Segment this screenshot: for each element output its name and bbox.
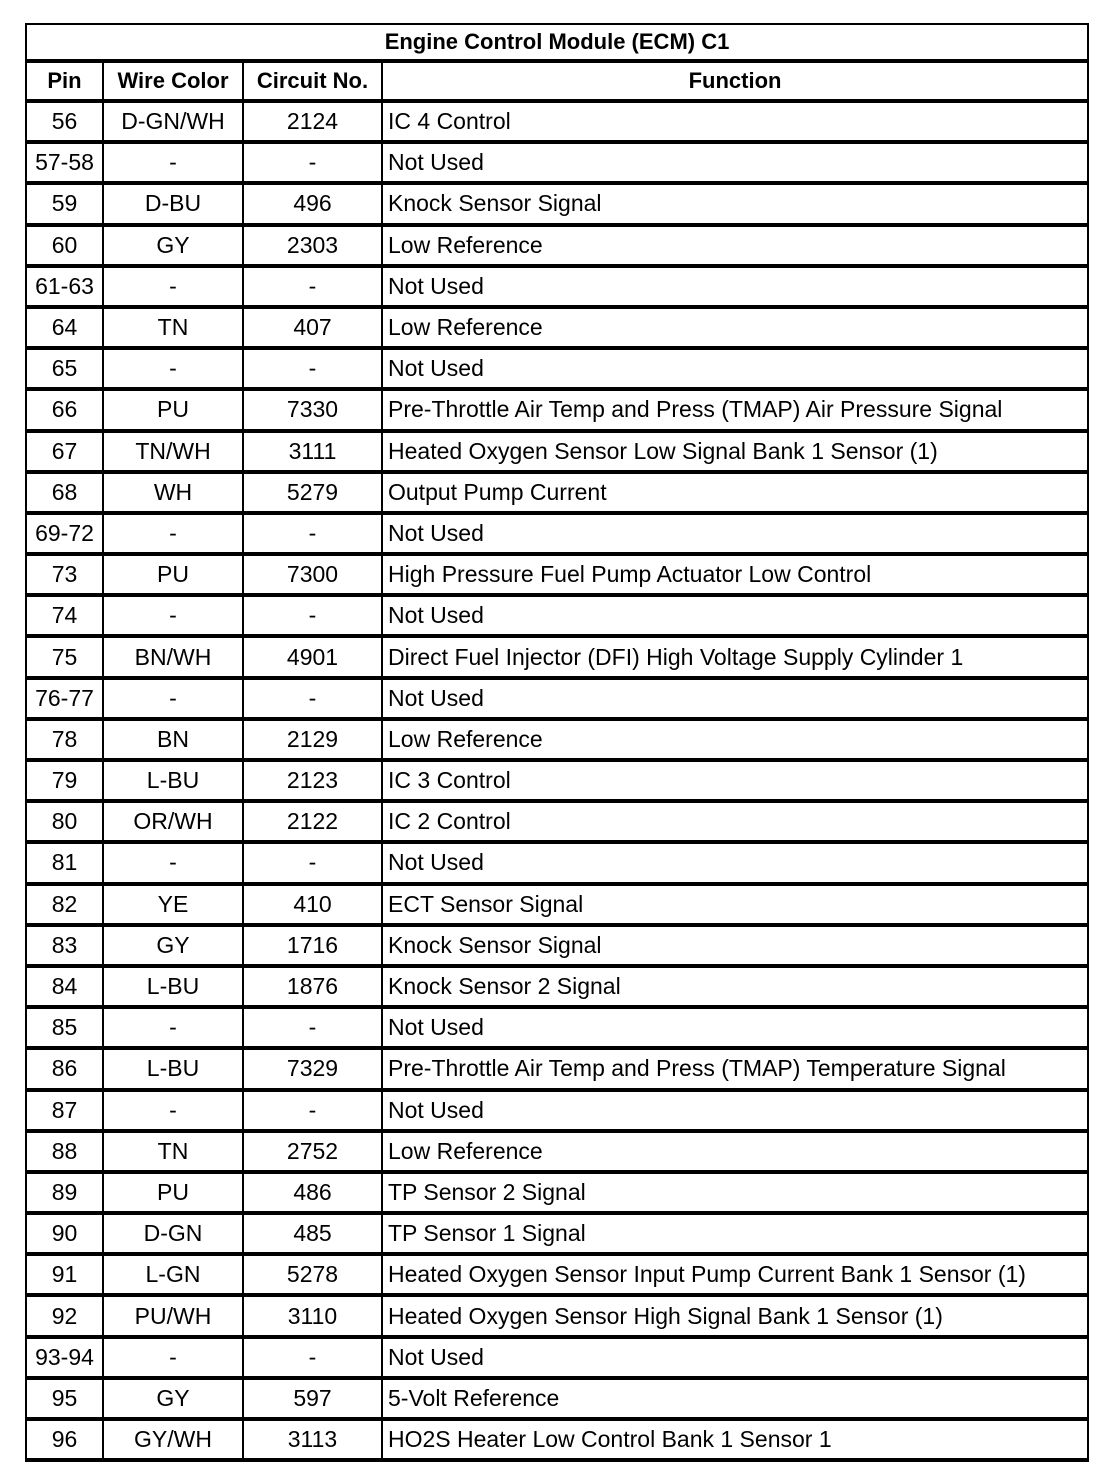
table-row <box>27 1339 1089 1380</box>
pin-cell: 73 <box>27 556 104 597</box>
table-row <box>27 309 1089 350</box>
circuit-cell: 1716 <box>244 927 383 968</box>
function-cell: Not Used <box>383 680 1089 721</box>
circuit-cell: 3110 <box>244 1297 383 1338</box>
wire-color-cell: BN/WH <box>104 638 244 679</box>
function-cell: Knock Sensor Signal <box>383 927 1089 968</box>
pin-cell: 82 <box>27 886 104 927</box>
function-cell: Not Used <box>383 144 1089 185</box>
pin-cell: 84 <box>27 968 104 1009</box>
circuit-cell: 2129 <box>244 721 383 762</box>
pin-cell: 76-77 <box>27 680 104 721</box>
function-cell: Pre-Throttle Air Temp and Press (TMAP) Air Pressure Signal <box>383 391 1089 432</box>
table-row <box>27 103 1089 144</box>
wire-color-cell: - <box>104 680 244 721</box>
circuit-cell: - <box>244 597 383 638</box>
function-cell: Not Used <box>383 1092 1089 1133</box>
pin-cell: 92 <box>27 1297 104 1338</box>
function-cell: Low Reference <box>383 227 1089 268</box>
function-cell: IC 4 Control <box>383 103 1089 144</box>
wire-color-cell: - <box>104 1339 244 1380</box>
pin-cell: 67 <box>27 433 104 474</box>
function-cell: Knock Sensor Signal <box>383 185 1089 226</box>
wire-color-cell: L-BU <box>104 1050 244 1091</box>
circuit-cell: 5278 <box>244 1256 383 1297</box>
circuit-cell: 3111 <box>244 433 383 474</box>
table-row <box>27 391 1089 432</box>
table-row <box>27 144 1089 185</box>
circuit-cell: 2123 <box>244 762 383 803</box>
function-cell: Pre-Throttle Air Temp and Press (TMAP) Temperature Signal <box>383 1050 1089 1091</box>
function-cell: TP Sensor 2 Signal <box>383 1174 1089 1215</box>
table-row <box>27 1092 1089 1133</box>
pinout-sheet <box>25 23 1087 1462</box>
circuit-cell: 2303 <box>244 227 383 268</box>
table-row <box>27 927 1089 968</box>
pin-cell: 86 <box>27 1050 104 1091</box>
wire-color-cell: TN <box>104 309 244 350</box>
table-row <box>27 1215 1089 1256</box>
header-row <box>27 63 1089 103</box>
function-cell: Low Reference <box>383 309 1089 350</box>
circuit-cell: 1876 <box>244 968 383 1009</box>
circuit-cell: - <box>244 515 383 556</box>
circuit-cell: 410 <box>244 886 383 927</box>
wire-color-cell: BN <box>104 721 244 762</box>
function-cell: Not Used <box>383 597 1089 638</box>
function-cell: Not Used <box>383 1009 1089 1050</box>
table-row <box>27 474 1089 515</box>
circuit-cell: - <box>244 1092 383 1133</box>
function-cell: Not Used <box>383 268 1089 309</box>
wire-color-cell: - <box>104 1092 244 1133</box>
table-row <box>27 762 1089 803</box>
table-row <box>27 803 1089 844</box>
pin-cell: 59 <box>27 185 104 226</box>
wire-color-cell: D-GN <box>104 1215 244 1256</box>
table-row <box>27 968 1089 1009</box>
column-header-circuit-no: Circuit No. <box>244 63 383 103</box>
pin-cell: 69-72 <box>27 515 104 556</box>
function-cell: Output Pump Current <box>383 474 1089 515</box>
column-header-pin: Pin <box>27 63 104 103</box>
wire-color-cell: PU <box>104 391 244 432</box>
table-row <box>27 721 1089 762</box>
wire-color-cell: - <box>104 597 244 638</box>
circuit-cell: 486 <box>244 1174 383 1215</box>
table-row <box>27 1009 1089 1050</box>
pin-cell: 79 <box>27 762 104 803</box>
table-row <box>27 227 1089 268</box>
table-row <box>27 515 1089 556</box>
circuit-cell: - <box>244 144 383 185</box>
circuit-cell: 2124 <box>244 103 383 144</box>
pin-cell: 66 <box>27 391 104 432</box>
wire-color-cell: GY <box>104 1380 244 1421</box>
table-row <box>27 1050 1089 1091</box>
column-header-wire-color: Wire Color <box>104 63 244 103</box>
table-row <box>27 350 1089 391</box>
wire-color-cell: L-BU <box>104 762 244 803</box>
function-cell: Heated Oxygen Sensor Input Pump Current Bank 1 Sensor (1) <box>383 1256 1089 1297</box>
circuit-cell: 2752 <box>244 1133 383 1174</box>
pin-cell: 89 <box>27 1174 104 1215</box>
circuit-cell: 485 <box>244 1215 383 1256</box>
pin-cell: 57-58 <box>27 144 104 185</box>
pin-cell: 78 <box>27 721 104 762</box>
wire-color-cell: GY <box>104 927 244 968</box>
table-row <box>27 268 1089 309</box>
pin-cell: 74 <box>27 597 104 638</box>
pin-cell: 85 <box>27 1009 104 1050</box>
pin-cell: 60 <box>27 227 104 268</box>
table-row <box>27 844 1089 885</box>
pin-cell: 64 <box>27 309 104 350</box>
wire-color-cell: - <box>104 144 244 185</box>
pin-cell: 75 <box>27 638 104 679</box>
wire-color-cell: OR/WH <box>104 803 244 844</box>
circuit-cell: 2122 <box>244 803 383 844</box>
pin-cell: 91 <box>27 1256 104 1297</box>
wire-color-cell: - <box>104 268 244 309</box>
circuit-cell: - <box>244 350 383 391</box>
pin-cell: 90 <box>27 1215 104 1256</box>
table-row <box>27 886 1089 927</box>
function-cell: Not Used <box>383 1339 1089 1380</box>
wire-color-cell: PU <box>104 556 244 597</box>
wire-color-cell: - <box>104 1009 244 1050</box>
wire-color-cell: D-BU <box>104 185 244 226</box>
pin-cell: 93-94 <box>27 1339 104 1380</box>
function-cell: TP Sensor 1 Signal <box>383 1215 1089 1256</box>
function-cell: Low Reference <box>383 1133 1089 1174</box>
pin-cell: 88 <box>27 1133 104 1174</box>
wire-color-cell: L-BU <box>104 968 244 1009</box>
table-body <box>27 103 1089 1462</box>
wire-color-cell: YE <box>104 886 244 927</box>
wire-color-cell: TN <box>104 1133 244 1174</box>
column-header-function: Function <box>383 63 1089 103</box>
table-row <box>27 638 1089 679</box>
function-cell: 5-Volt Reference <box>383 1380 1089 1421</box>
function-cell: Knock Sensor 2 Signal <box>383 968 1089 1009</box>
wire-color-cell: GY <box>104 227 244 268</box>
wire-color-cell: D-GN/WH <box>104 103 244 144</box>
function-cell: IC 3 Control <box>383 762 1089 803</box>
wire-color-cell: L-GN <box>104 1256 244 1297</box>
circuit-cell: 7300 <box>244 556 383 597</box>
pin-cell: 95 <box>27 1380 104 1421</box>
function-cell: High Pressure Fuel Pump Actuator Low Control <box>383 556 1089 597</box>
pin-cell: 87 <box>27 1092 104 1133</box>
table-row <box>27 1297 1089 1338</box>
circuit-cell: - <box>244 268 383 309</box>
pin-cell: 61-63 <box>27 268 104 309</box>
table-title: Engine Control Module (ECM) C1 <box>27 25 1089 63</box>
pin-cell: 68 <box>27 474 104 515</box>
function-cell: Heated Oxygen Sensor High Signal Bank 1 Sensor (1) <box>383 1297 1089 1338</box>
table-row <box>27 1421 1089 1462</box>
circuit-cell: 496 <box>244 185 383 226</box>
pin-cell: 65 <box>27 350 104 391</box>
wire-color-cell: - <box>104 844 244 885</box>
table-row <box>27 1256 1089 1297</box>
wire-color-cell: WH <box>104 474 244 515</box>
circuit-cell: 3113 <box>244 1421 383 1462</box>
function-cell: HO2S Heater Low Control Bank 1 Sensor 1 <box>383 1421 1089 1462</box>
pin-cell: 80 <box>27 803 104 844</box>
circuit-cell: 407 <box>244 309 383 350</box>
wire-color-cell: GY/WH <box>104 1421 244 1462</box>
function-cell: Direct Fuel Injector (DFI) High Voltage Supply Cylinder 1 <box>383 638 1089 679</box>
table-row <box>27 1174 1089 1215</box>
table-row <box>27 1133 1089 1174</box>
table-row <box>27 1380 1089 1421</box>
wire-color-cell: PU/WH <box>104 1297 244 1338</box>
function-cell: Heated Oxygen Sensor Low Signal Bank 1 Sensor (1) <box>383 433 1089 474</box>
pin-cell: 56 <box>27 103 104 144</box>
circuit-cell: - <box>244 1009 383 1050</box>
function-cell: Low Reference <box>383 721 1089 762</box>
wire-color-cell: - <box>104 515 244 556</box>
circuit-cell: - <box>244 680 383 721</box>
circuit-cell: 7329 <box>244 1050 383 1091</box>
circuit-cell: - <box>244 1339 383 1380</box>
function-cell: Not Used <box>383 350 1089 391</box>
circuit-cell: 597 <box>244 1380 383 1421</box>
pin-cell: 96 <box>27 1421 104 1462</box>
table-row <box>27 433 1089 474</box>
pin-cell: 83 <box>27 927 104 968</box>
circuit-cell: 7330 <box>244 391 383 432</box>
wire-color-cell: - <box>104 350 244 391</box>
table-row <box>27 597 1089 638</box>
function-cell: Not Used <box>383 515 1089 556</box>
function-cell: Not Used <box>383 844 1089 885</box>
wire-color-cell: TN/WH <box>104 433 244 474</box>
function-cell: IC 2 Control <box>383 803 1089 844</box>
function-cell: ECT Sensor Signal <box>383 886 1089 927</box>
circuit-cell: - <box>244 844 383 885</box>
table-row <box>27 556 1089 597</box>
circuit-cell: 5279 <box>244 474 383 515</box>
pin-cell: 81 <box>27 844 104 885</box>
ecm-c1-pinout-table <box>25 23 1089 1462</box>
circuit-cell: 4901 <box>244 638 383 679</box>
wire-color-cell: PU <box>104 1174 244 1215</box>
title-row <box>27 25 1089 63</box>
table-row <box>27 185 1089 226</box>
table-row <box>27 680 1089 721</box>
